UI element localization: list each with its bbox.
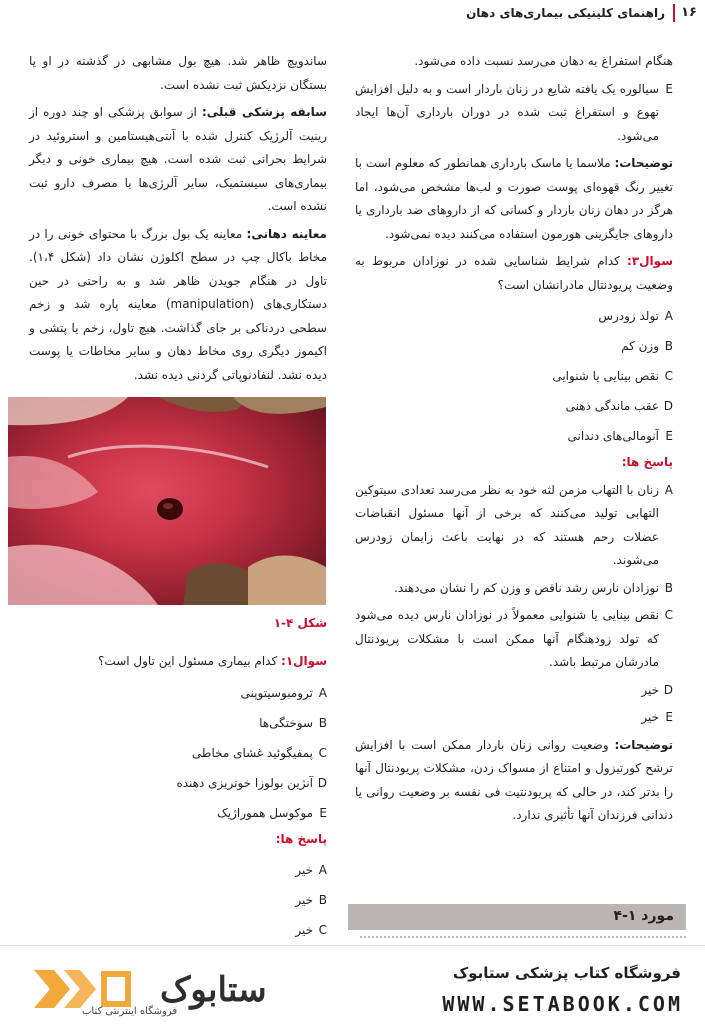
case-heading-bar [348, 904, 686, 930]
left-column-questions [29, 650, 327, 945]
option-text: سیالوره یک یافته شایع در زنان باردار است و به دلیل افزایش تهوع و استفراغ ثبت شده در دوران بارداری آن‌ها ایجاد می‌شود. [355, 81, 659, 143]
option-letter: A [318, 863, 327, 877]
right-column [355, 50, 673, 832]
option-text: آنژین بولوزا خونریزی دهنده [176, 775, 313, 790]
question-text: کدام بیماری مسئول این تاول است؟ [98, 654, 278, 668]
option-letter: E [665, 429, 673, 443]
option-text: موکوسل هموراژیک [217, 805, 313, 820]
option-letter: C [318, 745, 327, 760]
answer-d [355, 679, 673, 703]
history-label: سابقه پزشکی قبلی: [201, 105, 327, 119]
answer-text: خیر [295, 893, 313, 907]
option-e [29, 798, 327, 828]
option-text: آنومالی‌های دندانی [567, 429, 659, 443]
answer-text: خیر [295, 863, 313, 877]
header-divider [673, 4, 675, 22]
option-text: وزن کم [621, 339, 659, 353]
answer-b [29, 885, 327, 915]
option-letter: A [664, 309, 673, 323]
header-title: راهنمای کلینیکی بیماری‌های دهان [466, 6, 665, 20]
answer-b [355, 577, 673, 601]
option-letter: C [664, 369, 673, 383]
option-letter: D [663, 399, 673, 413]
explanation-label: توضیحات: [614, 737, 673, 752]
answer-a [355, 479, 673, 573]
answer-c [355, 604, 673, 675]
exam-label: معاینه دهانی: [246, 226, 327, 241]
option-text: نقص بینایی یا شنوایی [552, 369, 659, 383]
option-letter: C [318, 923, 327, 937]
answer-a [29, 855, 327, 885]
mouth-illustration [8, 397, 326, 605]
option-letter: E [319, 805, 327, 820]
explanation-text: وضعیت روانی زنان باردار ممکن است با افزایش ترشح کورتیزول و امتناع از مسواک زدن، مشکلات پریودنتال آنها را بدتر کند، در حالی که پریودنتیت فی نفسه بر وضعیت روانی یا دندانی فرزندان آنها تأثیری ندارد. [355, 737, 673, 822]
option-letter: B [318, 893, 327, 907]
option-b [29, 708, 327, 738]
question-3-options [355, 301, 673, 451]
answer-text: خیر [641, 682, 659, 697]
brand-logo [30, 960, 285, 1018]
page-number: ۱۶ [681, 5, 697, 20]
figure-caption: شکل ۴-۱ [273, 616, 327, 630]
answer-e [355, 706, 673, 730]
option-letter: B [664, 339, 673, 353]
oral-exam [29, 223, 327, 388]
left-column [29, 50, 327, 391]
option-letter: D [663, 682, 673, 697]
answer-text: نقص بینایی یا شنوایی معمولاً در نوزادان نارس دیده می‌شود که تولد زودهنگام آنها ممکن است با مشکلات پریودنتال مادرشان مرتبط باشد. [355, 608, 659, 669]
option-e [355, 78, 673, 149]
question-1 [29, 650, 327, 674]
clinical-photo-oral-blister [8, 397, 326, 605]
option-letter: B [664, 580, 673, 595]
medical-history [29, 101, 327, 219]
question-label: سوال۱: [281, 654, 327, 668]
option-c [355, 361, 673, 391]
option-a [355, 301, 673, 331]
explanation-label: توضیحات: [614, 156, 673, 170]
option-e [355, 421, 673, 451]
option-d [355, 391, 673, 421]
paragraph: هنگام استفراغ به دهان می‌رسد نسبت داده می‌شود. [414, 54, 673, 68]
explanation-text: ملاسما یا ماسک بارداری همانطور که معلوم است با تغییر رنگ قهوه‌ای پوست صورت و لب‌ها مشخص می‌شود، اما هرگز در دهان زنان باردار و کسانی که از داروهای ضد بارداری یا داروهای جایگزینی هورمون استفاده می‌کنند دیده نمی‌شود. [355, 156, 673, 241]
explanation [355, 734, 673, 828]
option-text: عقب ماندگی ذهنی [565, 399, 659, 413]
option-letter: D [317, 775, 327, 790]
case-title: مورد ۱-۴ [613, 908, 674, 924]
shop-url[interactable]: WWW.SETABOOK.COM [442, 992, 683, 1016]
option-text: سوختگی‌ها [259, 715, 313, 730]
question-1-options [29, 678, 327, 828]
brand-name: ستابوک [160, 970, 267, 1010]
answers-label: پاسخ ها: [621, 455, 673, 469]
answer-text: خیر [641, 710, 659, 724]
question-text: کدام شرایط شناسایی شده در نوزادان مربوط به وضعیت پریودنتال مادرانشان است؟ [355, 254, 673, 292]
option-letter: A [318, 685, 327, 700]
option-text: پمفیگوئید غشای مخاطی [191, 745, 313, 760]
question-label: سوال۳: [627, 254, 673, 268]
answer-text: زنان با التهاب مزمن لثه خود به نظر می‌رسد تعدادی سیتوکین التهابی تولید می‌کنند که برخی از آنها مسئول انقباضات عضلات رحم هستند که در نهایت باعث زایمان زودرس می‌شوند. [355, 482, 659, 567]
answer-text: نوزادان نارس رشد ناقص و وزن کم را نشان می‌دهند. [394, 580, 659, 595]
running-header [0, 0, 705, 28]
option-d [29, 768, 327, 798]
shop-name: فروشگاه کتاب پزشکی ستابوک [452, 964, 681, 982]
brand-subtitle: فروشگاه اینترنتی کتاب [82, 1006, 178, 1017]
answers-label: پاسخ ها: [275, 831, 327, 846]
answer-text: خیر [295, 923, 313, 937]
answer-c [29, 915, 327, 945]
explanation [355, 152, 673, 246]
option-letter: E [665, 81, 673, 96]
question-1-answers [29, 855, 327, 945]
paragraph: ساندویچ ظاهر شد. هیچ بول مشابهی در گذشته در او یا بستگان نزدیکش ثبت نشده است. [29, 54, 327, 92]
option-letter: B [318, 715, 327, 730]
option-text: ترومبوسیتوپنی [240, 685, 313, 700]
option-a [29, 678, 327, 708]
option-letter: E [665, 710, 673, 724]
option-text: تولد زودرس [598, 309, 659, 323]
history-text: از سوابق پزشکی او چند دوره از رینیت آلرژیک کنترل شده با آنتی‌هیستامین و استروئید در شرایط بحرانی ثبت شده است. هیچ بیماری خونی و دیگر بیماری‌های سیستمیک، سایر آلرژی‌ها یا مصرف دارو ثبت نشده است. [29, 105, 327, 213]
store-banner [0, 945, 705, 1024]
question-3 [355, 250, 673, 297]
option-letter: C [664, 608, 673, 622]
exam-text: معاینه یک بول بزرگ با محتوای خونی را در مخاط باکال چپ در سطح اکلوژن نشان داد (شکل ۱،۴). تاول در هنگام جویدن ظاهر شد و به راحتی در حین دستکاری‌های (manipulation) معاینه پاره شد و زخم سطحی دردناکی بر جای گذاشت. هیچ تاول، زخم یا پتشی و اکیموز دیگری روی مخاط دهان و سایر مخاطات یا پوست دیده نشد. لنفادنوپاتی گردنی دیده نشد. [29, 226, 327, 382]
option-c [29, 738, 327, 768]
option-letter: A [664, 482, 673, 497]
option-b [355, 331, 673, 361]
